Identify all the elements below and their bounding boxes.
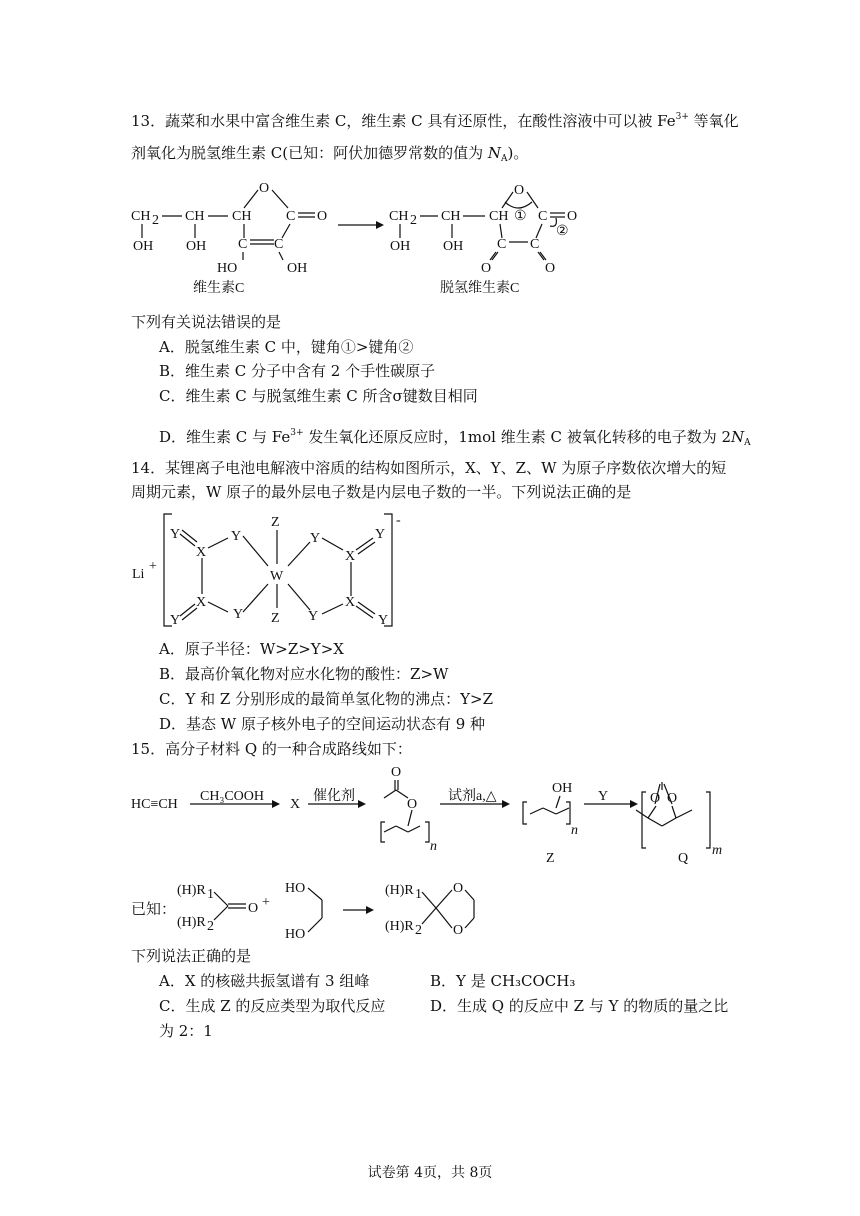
svg-text:O: O	[514, 183, 525, 198]
svg-text:CH: CH	[232, 209, 252, 224]
q15-prompt: 下列说法正确的是	[131, 947, 252, 965]
q13-stem-line1: 13．蔬菜和水果中富含维生素 C，维生素 C 具有还原性，在酸性溶液中可以被 $Fe^{3+}$ 等氧化	[131, 112, 739, 130]
svg-text:OH: OH	[133, 239, 154, 254]
svg-text:+: +	[149, 559, 157, 574]
q15-option-b: B．Y 是 CH₃COCH₃	[430, 972, 576, 990]
q14-stem-line2: 周期元素，W 原子的最外层电子数是内层电子数的一半。下列说法正确的是	[131, 483, 632, 501]
svg-text:C: C	[286, 209, 296, 224]
q13-stem-line2: 剂氧化为脱氢维生素 C(已知：阿伏加德罗常数的值为 $N_A$)。	[131, 144, 529, 164]
svg-text:OH: OH	[390, 239, 411, 254]
svg-text:①: ①	[514, 209, 527, 224]
svg-text:CH: CH	[441, 209, 461, 224]
svg-text:Y: Y	[598, 789, 609, 804]
q14-option-b: B．最高价氧化物对应水化物的酸性：Z>W	[159, 665, 449, 683]
svg-text:O: O	[545, 261, 556, 276]
svg-text:O: O	[407, 797, 418, 812]
svg-text:O: O	[453, 923, 464, 938]
dehydroascorbic-acid-structure	[389, 183, 577, 276]
svg-text:Y: Y	[378, 613, 389, 628]
svg-text:OH: OH	[443, 239, 464, 254]
svg-text:Y: Y	[310, 531, 321, 546]
svg-text:m: m	[712, 843, 723, 858]
svg-text:O: O	[667, 791, 678, 806]
svg-text:2: 2	[152, 213, 159, 228]
svg-text:HO: HO	[217, 261, 238, 276]
svg-text:2: 2	[410, 213, 417, 228]
svg-text:O: O	[481, 261, 492, 276]
q14-option-d: D．基态 W 原子核外电子的空间运动状态有 9 种	[159, 715, 486, 733]
svg-text:CH: CH	[131, 209, 151, 224]
svg-text:n: n	[430, 839, 437, 854]
svg-text:n: n	[571, 823, 578, 838]
svg-text:OH: OH	[552, 781, 573, 796]
svg-text:CH: CH	[389, 209, 409, 224]
svg-text:C: C	[530, 237, 540, 252]
svg-text:O: O	[453, 881, 464, 896]
svg-text:OH: OH	[186, 239, 207, 254]
page-footer: 试卷第 4页，共 8页	[367, 1165, 493, 1181]
svg-text:CH: CH	[489, 209, 509, 224]
svg-text:(H)R: (H)R	[385, 883, 414, 898]
svg-text:HO: HO	[285, 881, 306, 896]
svg-text:(H)R: (H)R	[177, 883, 206, 898]
svg-text:试剂a,△: 试剂a,△	[448, 789, 497, 804]
q15-option-c: C．生成 Z 的反应类型为取代反应	[159, 997, 386, 1015]
svg-text:Li: Li	[132, 567, 145, 582]
svg-text:催化剂: 催化剂	[313, 789, 355, 804]
q13-option-a: A．脱氢维生素 C 中，键角①>键角②	[159, 338, 414, 356]
svg-text:X: X	[345, 595, 356, 610]
svg-text:1: 1	[207, 887, 214, 902]
svg-text:C: C	[238, 237, 248, 252]
svg-text:O: O	[248, 901, 259, 916]
svg-text:Y: Y	[231, 529, 242, 544]
q14-stem-line1: 14．某锂离子电池电解液中溶质的结构如图所示，X、Y、Z、W 为原子序数依次增大的短	[131, 459, 727, 477]
svg-text:Y: Y	[170, 527, 181, 542]
q15-option-d-cont: 为 2：1	[159, 1022, 213, 1040]
q14-option-c: C．Y 和 Z 分别形成的最简单氢化物的沸点：Y>Z	[159, 690, 494, 708]
svg-text:O: O	[259, 181, 270, 196]
svg-text:X: X	[345, 549, 356, 564]
q13-option-d: D．维生素 C 与 $Fe^{3+}$ 发生氧化还原反应时，1mol 维生素 C 被氧化转移的电子数为 $2N_A$	[159, 428, 751, 448]
svg-text:C: C	[274, 237, 284, 252]
svg-text:CH: CH	[185, 209, 205, 224]
svg-text:-: -	[396, 513, 401, 528]
svg-text:Y: Y	[375, 527, 386, 542]
svg-text:1: 1	[415, 887, 422, 902]
svg-text:HO: HO	[285, 927, 306, 942]
svg-text:OH: OH	[287, 261, 308, 276]
q14-option-a: A．原子半径：W>Z>Y>X	[159, 640, 344, 658]
svg-text:Z: Z	[271, 611, 280, 626]
svg-text:+: +	[262, 895, 270, 910]
svg-text:Q: Q	[678, 851, 689, 866]
svg-text:2: 2	[415, 923, 422, 938]
svg-text:C: C	[497, 237, 507, 252]
q13-option-b: B．维生素 C 分子中含有 2 个手性碳原子	[159, 362, 436, 380]
svg-text:Y: Y	[170, 613, 181, 628]
svg-text:Y: Y	[308, 609, 319, 624]
svg-text:O: O	[317, 209, 328, 224]
label-vitamin-c: 维生素C	[193, 281, 245, 296]
svg-text:O: O	[391, 765, 402, 780]
svg-text:HC≡CH: HC≡CH	[131, 797, 178, 812]
q13-prompt: 下列有关说法错误的是	[131, 313, 282, 331]
svg-text:Y: Y	[233, 607, 244, 622]
label-dehydro-vitamin-c: 脱氢维生素C	[440, 281, 520, 296]
q13-reaction-diagram	[0, 180, 860, 300]
q15-option-d: D．生成 Q 的反应中 Z 与 Y 的物质的量之比	[430, 997, 729, 1015]
svg-text:C: C	[538, 209, 548, 224]
svg-text:O: O	[567, 209, 578, 224]
svg-text:X: X	[196, 545, 207, 560]
svg-text:(H)R: (H)R	[177, 915, 206, 930]
svg-text:CH₃COOH: CH₃COOH	[200, 789, 264, 804]
q15-option-a: A．X 的核磁共振氢谱有 3 组峰	[159, 972, 370, 990]
svg-text:②: ②	[556, 224, 569, 239]
q15-stem: 15．高分子材料 Q 的一种合成路线如下：	[131, 740, 412, 758]
q14-anion-structure	[0, 508, 860, 632]
svg-text:(H)R: (H)R	[385, 919, 414, 934]
svg-text:Z: Z	[271, 515, 280, 530]
vitamin-c-structure	[131, 181, 327, 276]
q15-synthesis-route	[0, 762, 860, 874]
svg-text:Z: Z	[546, 851, 555, 866]
svg-text:W: W	[270, 569, 284, 584]
q15-known-label: 已知：	[131, 900, 177, 918]
svg-text:2: 2	[207, 919, 214, 934]
svg-text:X: X	[290, 797, 301, 812]
svg-text:X: X	[196, 595, 207, 610]
q15-known-reaction	[0, 872, 860, 944]
svg-text:O: O	[650, 791, 661, 806]
q13-option-c: C．维生素 C 与脱氢维生素 C 所含σ键数目相同	[159, 387, 478, 405]
